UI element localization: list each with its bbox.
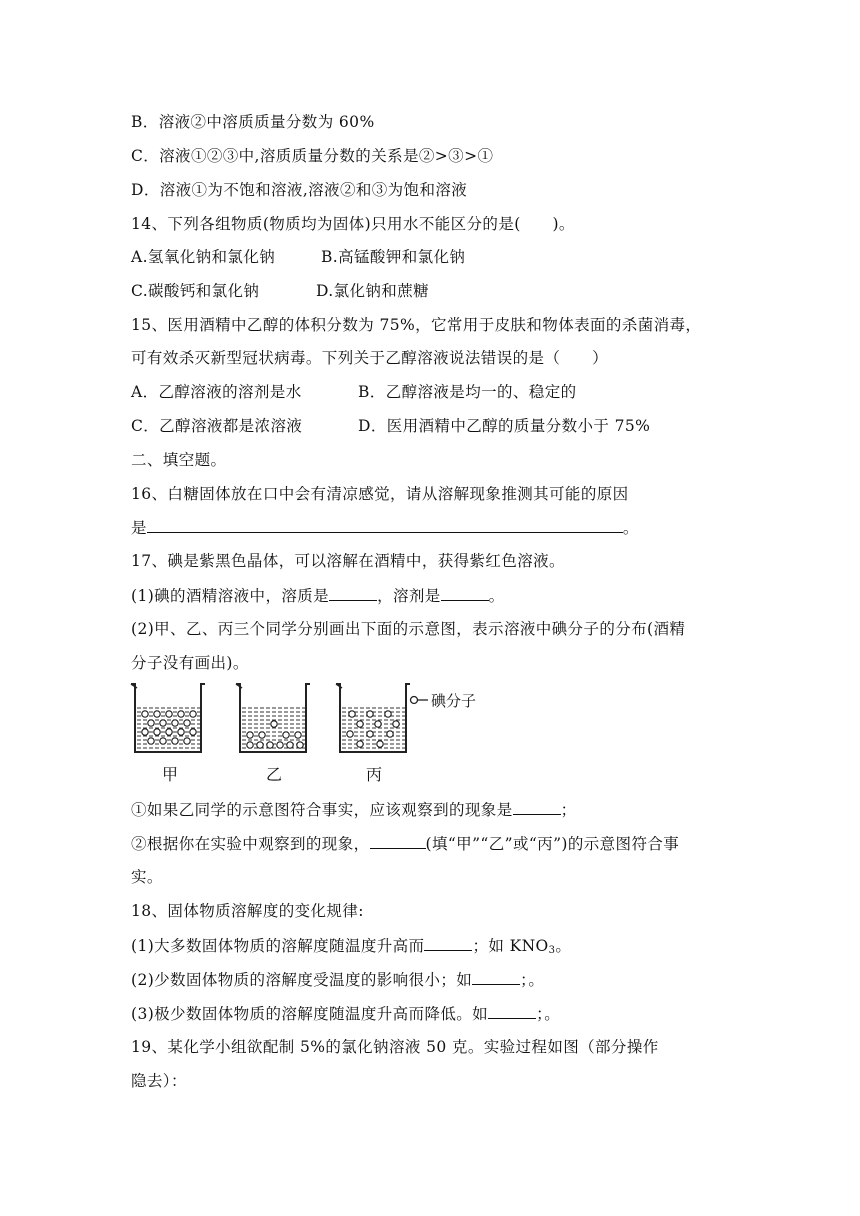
question-18-1 [131, 934, 571, 957]
solvent-blank[interactable] [441, 584, 489, 601]
option-14d: D.氯化钠和蔗糖 [316, 282, 430, 300]
question-18: 18、固体物质溶解度的变化规律: [131, 902, 364, 920]
q18-1-example: ；如 KNO [472, 937, 549, 955]
option-15d: D．医用酒精中乙醇的质量分数小于 75% [358, 417, 651, 435]
q18-2-blank[interactable] [472, 968, 520, 985]
option-15c: C．乙醇溶液都是浓溶液 [131, 417, 303, 435]
phenomenon-blank[interactable] [513, 798, 561, 815]
solute-blank[interactable] [329, 584, 377, 601]
q18-2-text: (2)少数固体物质的溶解度受温度的影响很小；如 [131, 971, 473, 989]
q18-2-end: ；。 [520, 971, 545, 989]
beaker-yi [236, 684, 310, 752]
q16-lead: 是 [131, 519, 147, 537]
beaker-jia [131, 684, 205, 752]
question-14: 14、下列各组物质(物质均为固体)只用水不能区分的是( )。 [131, 215, 575, 233]
q18-3-blank[interactable] [488, 1002, 536, 1019]
question-17-2-b-cont: 实。 [131, 868, 163, 886]
legend-label: 碘分子 [431, 692, 477, 710]
q14-options-row2 [131, 280, 429, 302]
option-13b: B．溶液②中溶质质量分数为 60% [131, 113, 375, 131]
diagram-choice-blank[interactable] [370, 832, 426, 849]
question-17-2-a [131, 798, 577, 821]
question-17-2-line1: (2)甲、乙、丙三个同学分别画出下面的示意图，表示溶液中碘分子的分布(酒精 [131, 620, 686, 638]
option-13c: C．溶液①②③中,溶质质量分数的关系是②>③>① [131, 147, 494, 165]
question-16-line1: 16、白糖固体放在口中会有清凉感觉，请从溶解现象推测其可能的原因 [131, 485, 629, 503]
q16-answer-blank[interactable] [147, 516, 623, 533]
q18-3-text: (3)极少数固体物质的溶解度随温度升高而降低。如 [131, 1005, 489, 1023]
option-14b: B.高锰酸钾和氯化钠 [321, 248, 466, 266]
beaker-bing [336, 684, 410, 752]
q18-3-end: ；。 [536, 1005, 561, 1023]
question-16-line2 [131, 516, 639, 539]
question-19-line1: 19、某化学小组欲配制 5%的氯化钠溶液 50 克。实验过程如图（部分操作 [131, 1038, 659, 1056]
q14-options-row1 [131, 246, 465, 268]
question-15-line2: 可有效杀灭新型冠状病毒。下列关于乙醇溶液说法错误的是（ ） [131, 349, 609, 367]
q17-2b-text-a: ②根据你在实验中观察到的现象， [131, 835, 370, 853]
q17-1-text-a: (1)碘的酒精溶液中，溶质是 [131, 587, 330, 605]
label-yi: 乙 [266, 765, 283, 784]
q17-2a-text: ①如果乙同学的示意图符合事实，应该观察到的现象是 [131, 801, 513, 819]
question-19-line2: 隐去）： [131, 1072, 187, 1090]
question-18-2 [131, 968, 544, 991]
label-jia: 甲 [162, 765, 179, 784]
option-15a: A．乙醇溶液的溶剂是水 [131, 383, 302, 401]
q17-1-text-c: 。 [488, 587, 505, 605]
beaker-figure [125, 678, 505, 788]
option-14a: A.氢氧化钠和氯化钠 [131, 248, 276, 266]
question-18-3 [131, 1002, 560, 1025]
q18-1-end: 。 [555, 937, 572, 955]
q15-options-row2 [131, 415, 650, 437]
q18-1-subscript: 3 [548, 945, 556, 956]
option-14c: C.碳酸钙和氯化钠 [131, 282, 260, 300]
option-15b: B．乙醇溶液是均一的、稳定的 [358, 383, 577, 401]
question-17: 17、碘是紫黑色晶体，可以溶解在酒精中，获得紫红色溶液。 [131, 552, 565, 570]
q18-1-blank[interactable] [424, 934, 472, 951]
section-heading: 二、填空题。 [131, 451, 227, 469]
question-17-1 [131, 584, 505, 607]
question-17-2-line2: 分子没有画出)。 [131, 654, 249, 672]
molecule-legend-marker [411, 697, 429, 704]
question-15-line1: 15、医用酒精中乙醇的体积分数为 75%，它常用于皮肤和物体表面的杀菌消毒， [131, 316, 702, 334]
q17-1-text-b: ，溶剂是 [377, 587, 441, 605]
q17-2a-end: ； [560, 801, 577, 819]
q15-options-row1 [131, 381, 577, 403]
label-bing: 丙 [366, 765, 383, 784]
option-13d: D．溶液①为不饱和溶液,溶液②和③为饱和溶液 [131, 181, 468, 199]
q16-end: 。 [622, 519, 639, 537]
q18-1-text: (1)大多数固体物质的溶解度随温度升高而 [131, 937, 425, 955]
q17-2b-text-b: (填“甲”“乙”或“丙”)的示意图符合事 [425, 835, 680, 853]
question-17-2-b [131, 832, 679, 855]
